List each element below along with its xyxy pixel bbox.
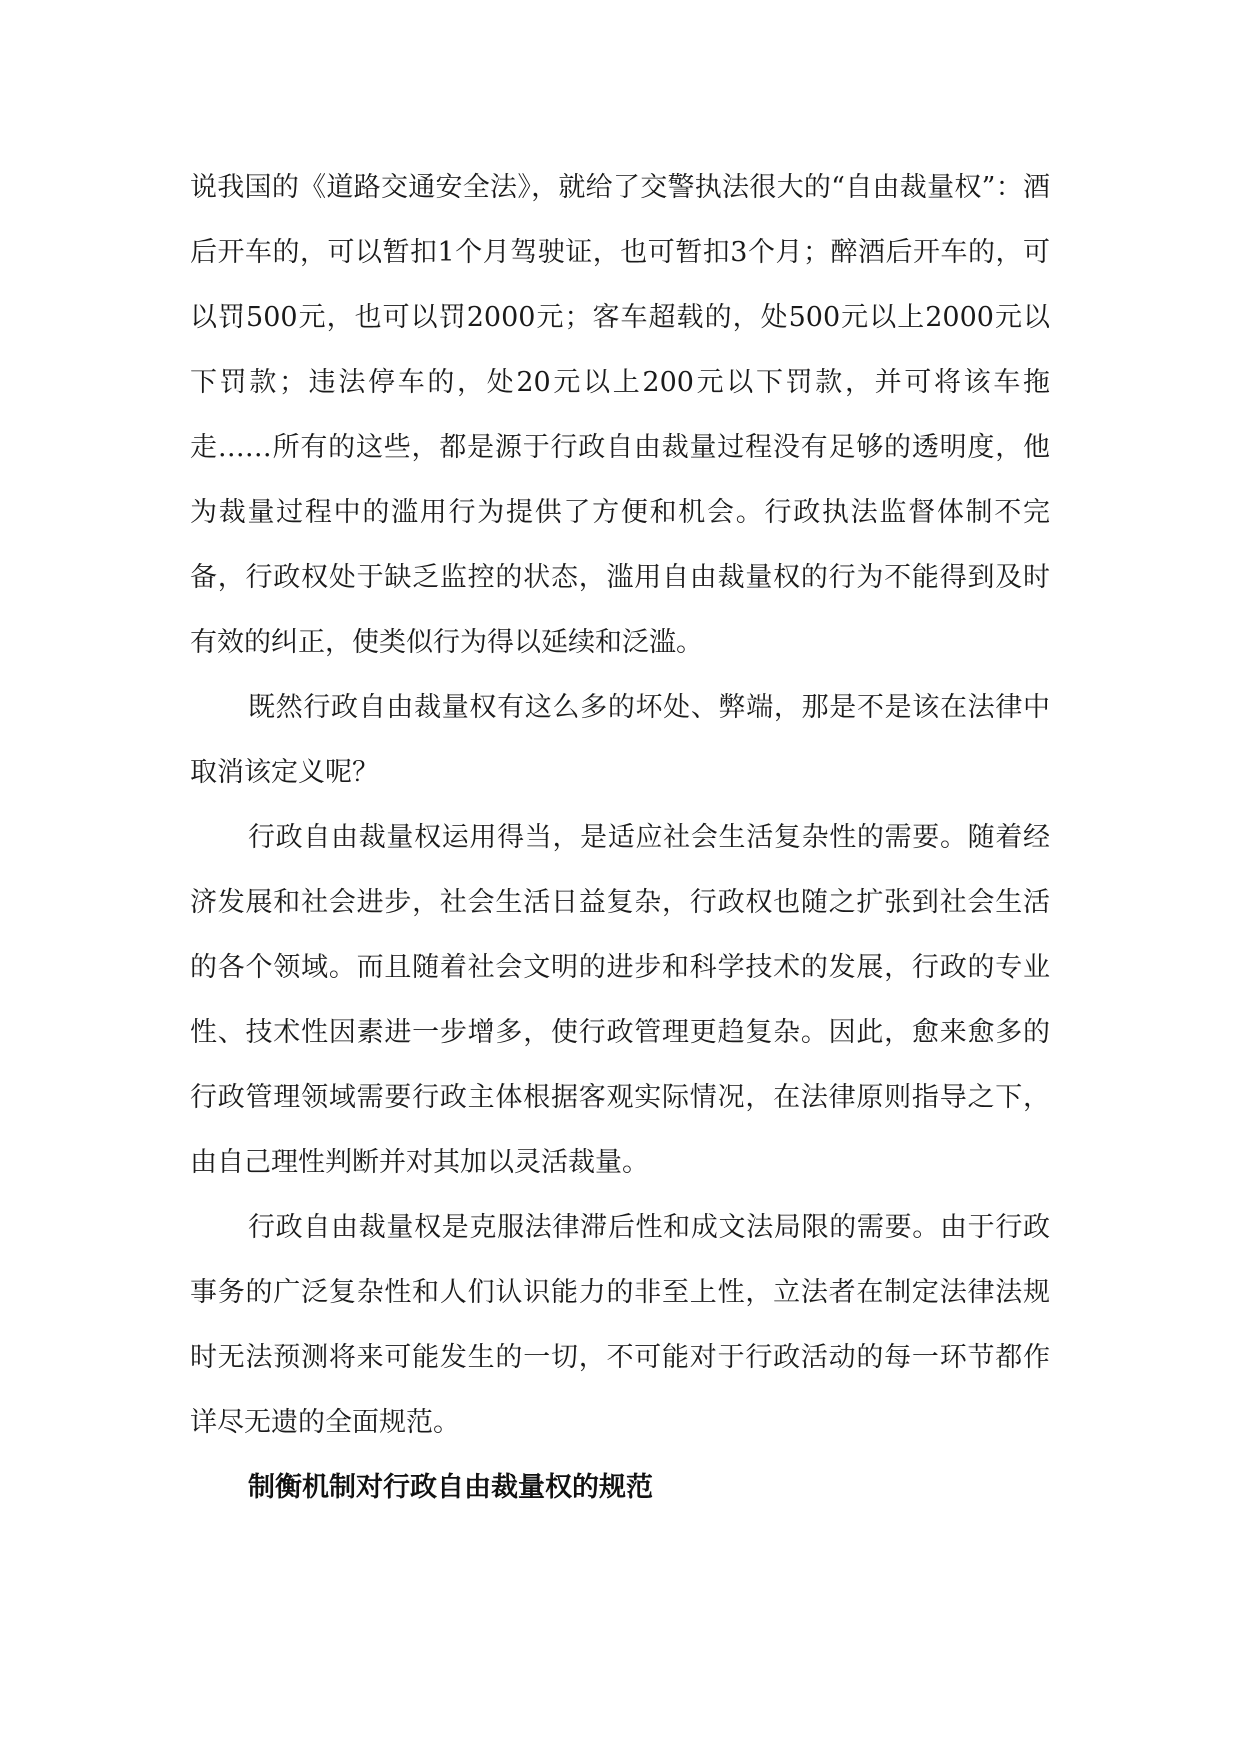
document-body (190, 155, 1050, 1520)
paragraph-question: 既然行政自由裁量权有这么多的坏处、弊端，那是不是该在法律中取消该定义呢？ (190, 692, 1050, 788)
paragraph-lag: 行政自由裁量权是克服法律滞后性和成文法局限的需要。由于行政事务的广泛复杂性和人们认识能力的非至上性，立法者在制定法律法规时无法预测将来可能发生的一切，不可能对于行政活动的每一环节都作详尽无遗的全面规范。 (190, 1212, 1050, 1438)
paragraph-continued: 说我国的《道路交通安全法》，就给了交警执法很大的“自由裁量权”：酒后开车的，可以暂扣1个月驾驶证，也可暂扣3个月；醉酒后开车的，可以罚500元，也可以罚2000元；客车超载的，处500元以上2000元以下罚款；违法停车的，处20元以上200元以下罚款，并可将该车拖走……所有的这些，都是源于行政自由裁量过程没有足够的透明度，他为裁量过程中的滥用行为提供了方便和机会。行政执法监督体制不完备，行政权处于缺乏监控的状态，滥用自由裁量权的行为不能得到及时有效的纠正，使类似行为得以延续和泛滥。 (190, 172, 1050, 658)
paragraph-complexity: 行政自由裁量权运用得当，是适应社会生活复杂性的需要。随着经济发展和社会进步，社会生活日益复杂，行政权也随之扩张到社会生活的各个领域。而且随着社会文明的进步和科学技术的发展，行政的专业性、技术性因素进一步增多，使行政管理更趋复杂。因此，愈来愈多的行政管理领域需要行政主体根据客观实际情况，在法律原则指导之下，由自己理性判断并对其加以灵活裁量。 (190, 822, 1050, 1178)
section-heading: 制衡机制对行政自由裁量权的规范 (248, 1472, 653, 1503)
